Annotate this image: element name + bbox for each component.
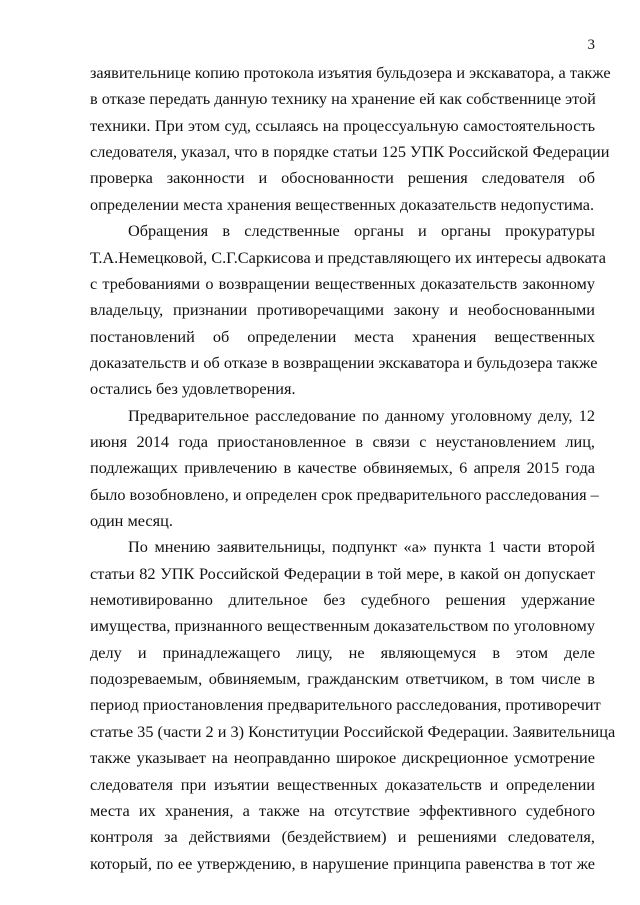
page-number: 3 bbox=[587, 37, 595, 53]
text-line: немотивированно длительное без судебного решения удержание bbox=[90, 590, 595, 609]
text-line: определении места хранения вещественных доказательств недопустима. bbox=[90, 194, 595, 214]
text-line: июня 2014 года приостановленное в связи с неустановлением лиц, bbox=[90, 431, 595, 451]
text-line: следователя при изъятии вещественных доказательств и определении bbox=[90, 774, 595, 794]
text-line: один месяц. bbox=[90, 511, 173, 530]
text-line: период приостановления предварительного расследования, противоречит bbox=[90, 695, 601, 715]
text-line: имущества, признанного вещественным доказательством по уголовному bbox=[90, 616, 595, 636]
text-line: с требованиями о возвращении вещественных доказательств законному bbox=[90, 273, 595, 293]
text-line: статье 35 (части 2 и 3) Конституции Российской Федерации. Заявительница bbox=[90, 721, 616, 741]
text-line: статьи 82 УПК Российской Федерации в той мере, в какой он допускает bbox=[90, 563, 595, 583]
text-line: По мнению заявительницы, подпункт «а» пункта 1 части второй bbox=[128, 537, 595, 557]
text-line: в отказе передать данную технику на хранение ей как собственнице этой bbox=[90, 89, 596, 109]
text-line: который, по ее утверждению, в нарушение принципа равенства в тот же bbox=[90, 853, 595, 873]
text-line: владельцу, признании противоречащими закону и необоснованными bbox=[90, 300, 595, 320]
text-line: Обращения в следственные органы и органы прокуратуры bbox=[128, 221, 595, 241]
text-line: было возобновлено, и определен срок предварительного расследования – bbox=[90, 484, 599, 504]
text-line: также указывает на неоправданно широкое дискреционное усмотрение bbox=[90, 748, 595, 768]
text-line: остались без удовлетворения. bbox=[90, 379, 296, 399]
text-line: постановлений об определении места хранения вещественных bbox=[90, 326, 595, 346]
text-line: техники. При этом суд, ссылаясь на процессуальную самостоятельность bbox=[90, 115, 595, 135]
text-line: подозреваемым, обвиняемым, гражданским ответчиком, в том числе в bbox=[90, 669, 595, 689]
text-line: Предварительное расследование по данному уголовному делу, 12 bbox=[128, 405, 595, 425]
text-line: Т.А.Немецковой, С.Г.Саркисова и представляющего их интересы адвоката bbox=[90, 247, 606, 267]
text-line: доказательств и об отказе в возвращении экскаватора и бульдозера также bbox=[90, 352, 598, 372]
text-line: места их хранения, а также на отсутствие эффективного судебного bbox=[90, 800, 595, 820]
text-line: проверка законности и обоснованности решения следователя об bbox=[90, 168, 595, 188]
text-line: делу и принадлежащего лицу, не являющемуся в этом деле bbox=[90, 642, 595, 662]
text-line: заявительнице копию протокола изъятия бульдозера и экскаватора, а также bbox=[90, 63, 611, 82]
text-line: подлежащих привлечению в качестве обвиняемых, 6 апреля 2015 года bbox=[90, 458, 595, 478]
text-line: следователя, указал, что в порядке статьи 125 УПК Российской Федерации bbox=[90, 142, 610, 162]
text-line: контроля за действиями (бездействием) и решениями следователя, bbox=[90, 827, 595, 847]
